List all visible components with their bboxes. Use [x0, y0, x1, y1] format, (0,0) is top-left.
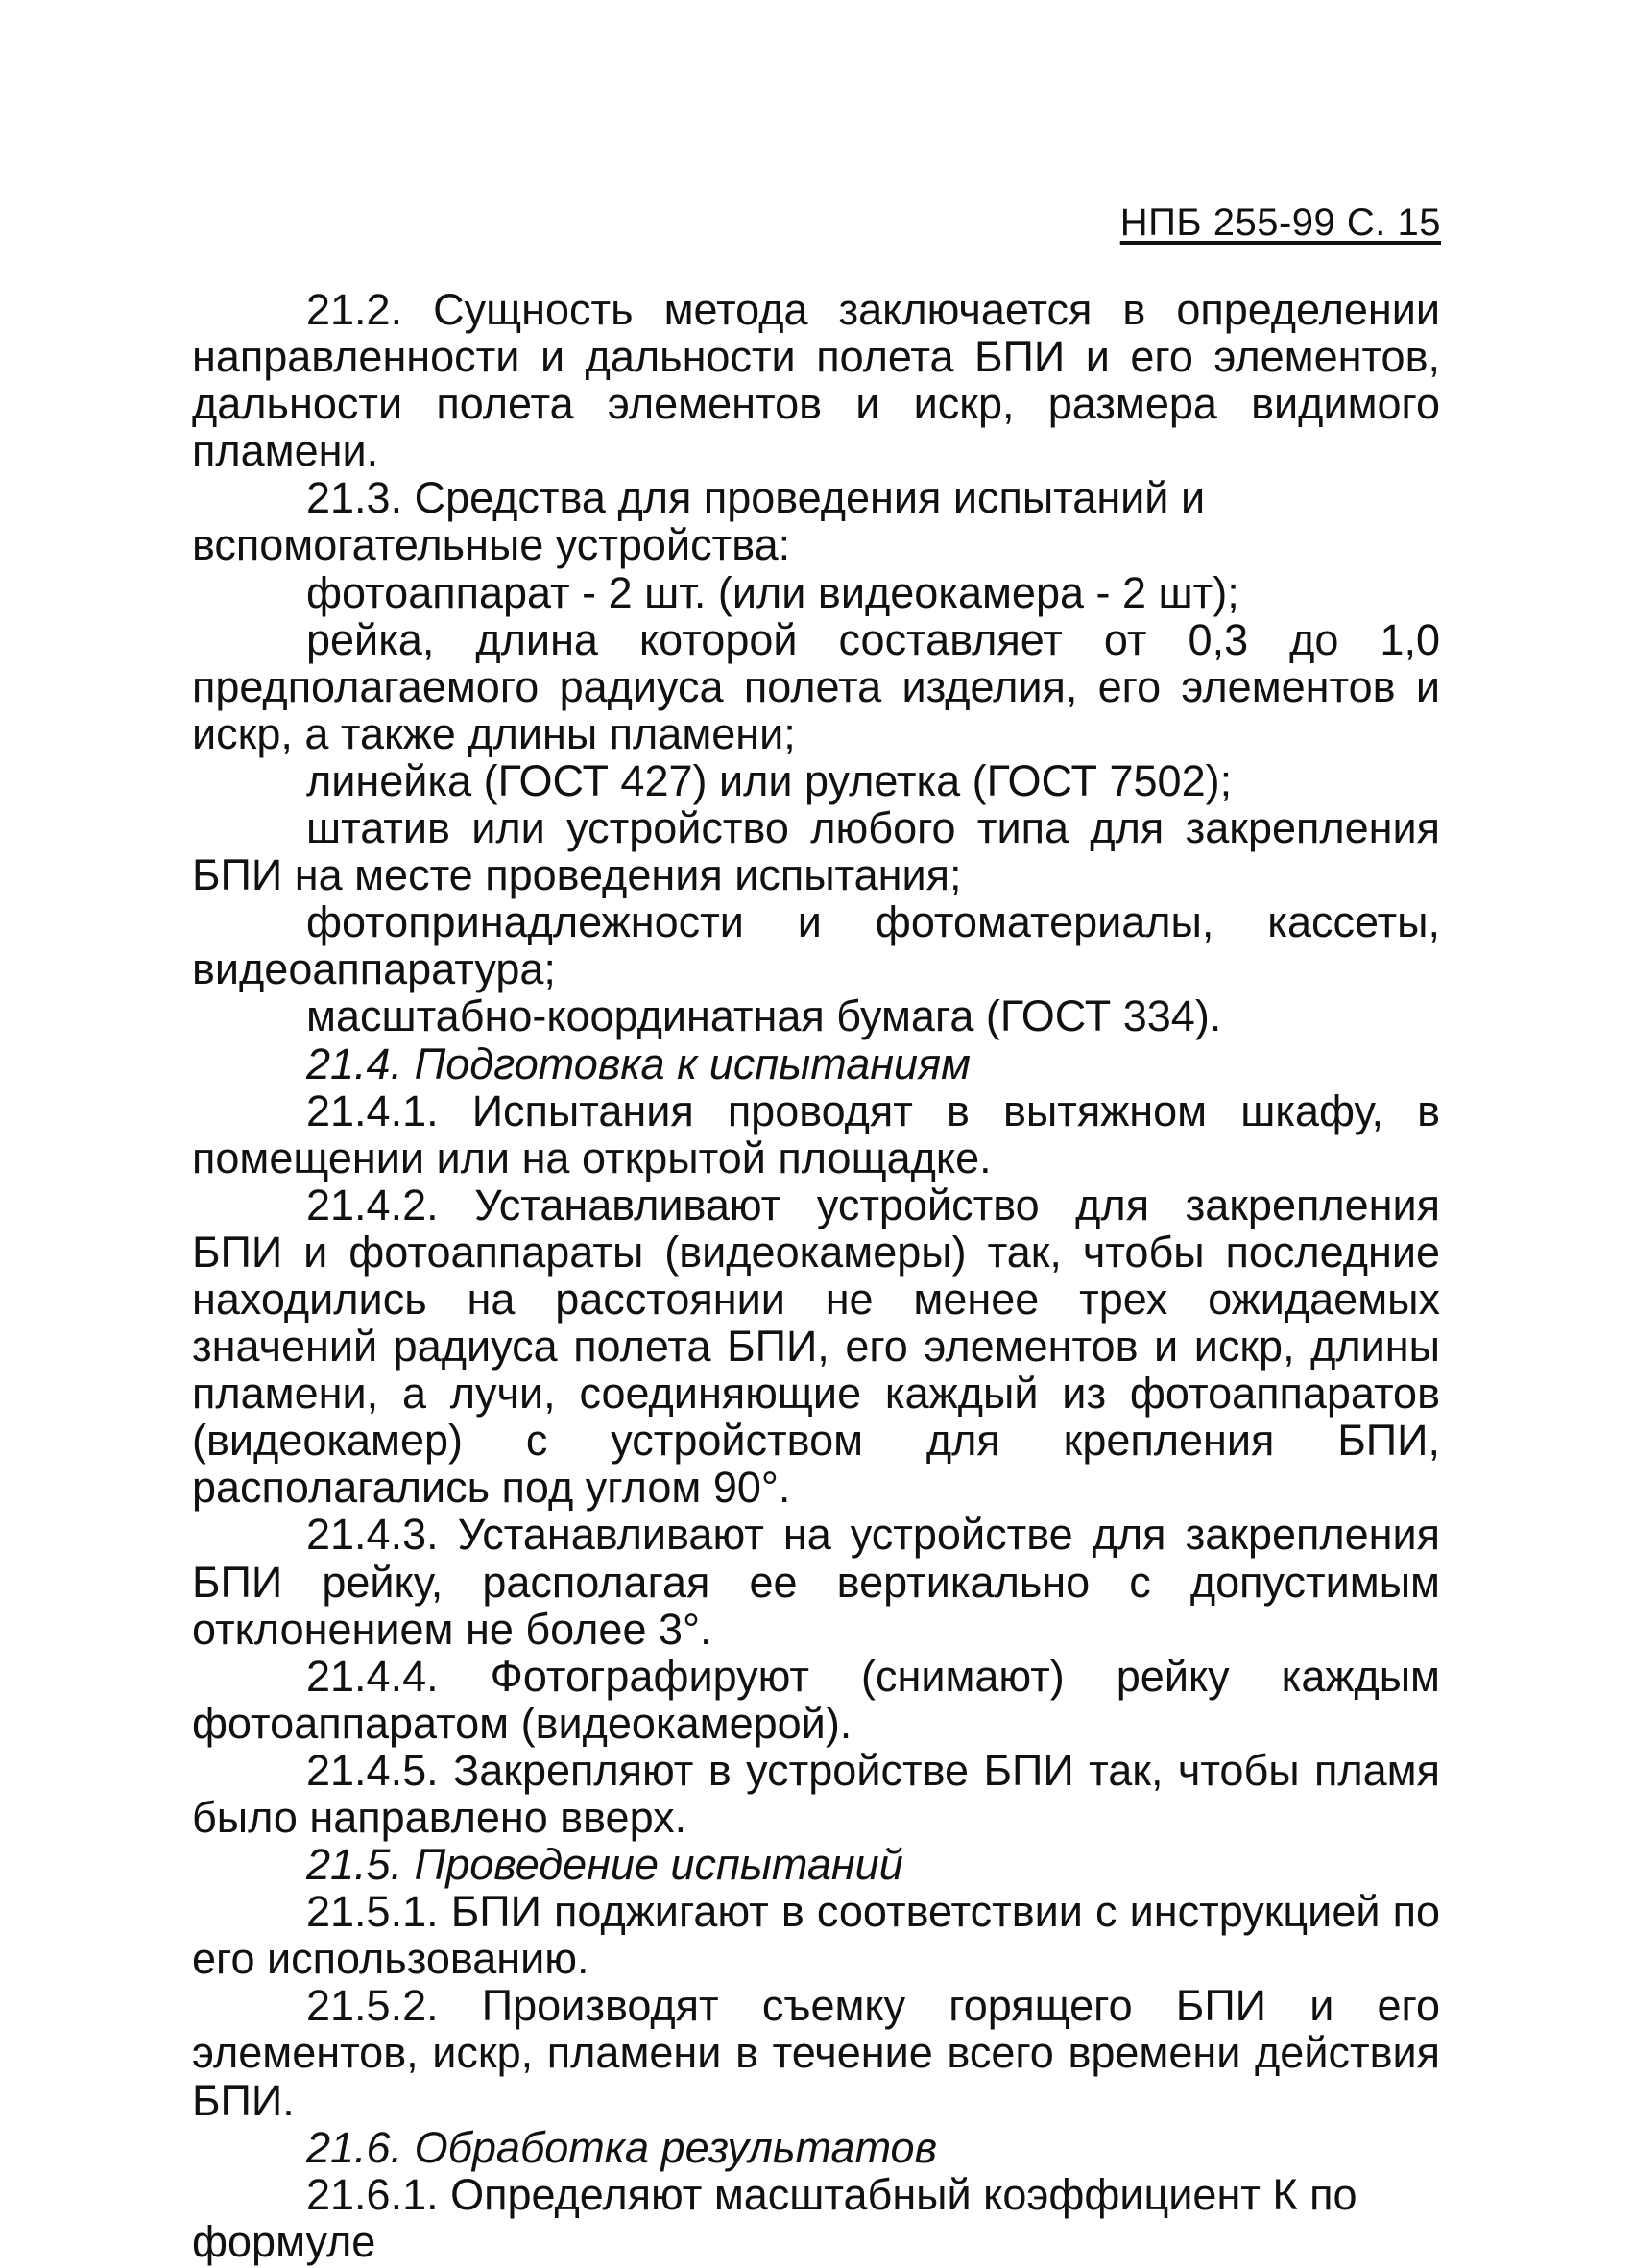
page-header: НПБ 255-99 С. 15 — [1119, 202, 1441, 244]
paragraph-21-4-1: 21.4.1. Испытания проводят в вытяжном шкафу, в помещении или на открытой площадке. — [192, 1086, 1440, 1182]
list-item-photo-supplies: фотопринадлежности и фотоматериалы, кассеты, видеоаппаратура; — [192, 897, 1440, 994]
section-heading-21-4: 21.4. Подготовка к испытаниям — [306, 1039, 971, 1088]
list-item-rail: рейка, длина которой составляет от 0,3 до 1,0 предполагаемого радиуса полета изделия, его элементов и искр, а также длины пламени; — [192, 614, 1440, 758]
paragraph-21-5-2: 21.5.2. Производят съемку горящего БПИ и его элементов, искр, пламени в течение всего времени действия БПИ. — [192, 1981, 1440, 2125]
paragraph-21-4-5: 21.4.5. Закрепляют в устройстве БПИ так, чтобы пламя было направлено вверх. — [192, 1745, 1440, 1842]
paragraph-21-3: 21.3. Средства для проведения испытаний и вспомогательные устройства: — [192, 473, 1206, 570]
paragraph-21-5-1: 21.5.1. БПИ поджигают в соответствии с инструкцией по его использованию. — [192, 1887, 1440, 1984]
list-item-tripod: штатив или устройство любого типа для закрепления БПИ на месте проведения испытания; — [192, 803, 1440, 900]
paragraph-21-4-3: 21.4.3. Устанавливают на устройстве для закрепления БПИ рейку, располагая ее вертикально с допустимым отклонением не более 3°. — [192, 1510, 1440, 1654]
paragraph-21-2: 21.2. Сущность метода заключается в определении направленности и дальности полета БПИ и его элементов, дальности полета элементов и искр, размера видимого пламени. — [192, 285, 1440, 476]
paragraph-21-4-4: 21.4.4. Фотографируют (снимают) рейку каждым фотоаппаратом (видеокамерой). — [192, 1651, 1440, 1748]
paragraph-21-4-2: 21.4.2. Устанавливают устройство для закрепления БПИ и фотоаппараты (видеокамеры) так, чтобы последние находились на расстоянии не менее трех ожидаемых значений радиуса полета БПИ, его элементов и искр, длины пламени, а лучи, соединяющие каждый из фотоаппаратов (видеокамер) с устройством для крепления БПИ, располагались под углом 90°. — [192, 1180, 1440, 1513]
document-body — [192, 286, 1440, 2265]
list-item-graph-paper: масштабно-координатная бумага (ГОСТ 334). — [306, 991, 1222, 1041]
section-heading-21-6: 21.6. Обработка результатов — [306, 2122, 938, 2172]
section-heading-21-5: 21.5. Проведение испытаний — [306, 1840, 903, 1890]
list-item-ruler: линейка (ГОСТ 427) или рулетка (ГОСТ 7502); — [306, 755, 1233, 805]
list-item-camera: фотоаппарат - 2 шт. (или видеокамера - 2 шт); — [306, 567, 1239, 617]
paragraph-21-6-1: 21.6.1. Определяют масштабный коэффициент К по формуле — [192, 2169, 1357, 2266]
